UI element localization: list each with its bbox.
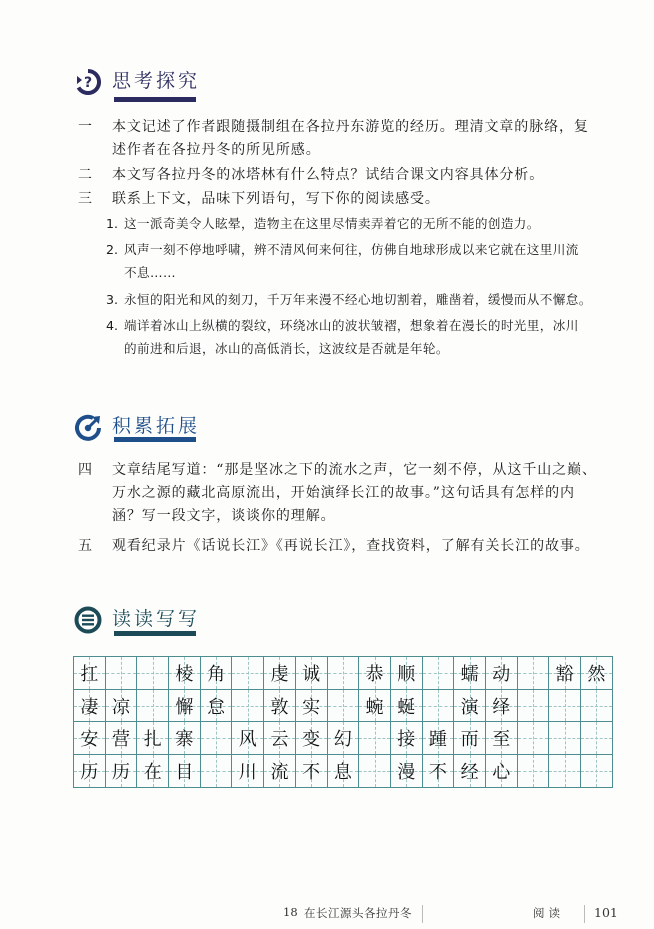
grid-cell bbox=[74, 690, 106, 723]
grid-character: 而 bbox=[460, 729, 479, 751]
grid-cell bbox=[391, 755, 423, 788]
sub-item-number: 2. bbox=[106, 242, 119, 257]
list-circle-icon bbox=[74, 606, 102, 634]
grid-character: 漫 bbox=[397, 761, 416, 783]
grid-character: 然 bbox=[587, 663, 606, 685]
section-underline bbox=[114, 437, 196, 442]
question-text: 本文写各拉丹冬的冰塔林有什么特点？试结合课文内容具体分析。 bbox=[112, 167, 545, 183]
grid-character: 目 bbox=[175, 761, 194, 783]
grid-character: 恭 bbox=[365, 663, 384, 685]
grid-character: 扎 bbox=[143, 729, 162, 751]
grid-cell bbox=[201, 722, 233, 755]
grid-character: 至 bbox=[492, 729, 511, 751]
question-number: 三 bbox=[78, 191, 92, 207]
grid-cell bbox=[296, 722, 328, 755]
arrow-circle-icon bbox=[74, 413, 102, 441]
grid-cell bbox=[137, 657, 169, 690]
grid-cell bbox=[201, 755, 233, 788]
grid-character: 风 bbox=[238, 729, 257, 751]
grid-character: 寨 bbox=[175, 729, 194, 751]
question-number: 一 bbox=[78, 119, 92, 135]
section-title: 思考探究 bbox=[112, 70, 201, 92]
question-1 bbox=[78, 116, 624, 162]
footer-divider bbox=[584, 905, 585, 923]
grid-character: 幻 bbox=[333, 729, 352, 751]
question-2 bbox=[78, 164, 624, 187]
grid-character: 流 bbox=[270, 761, 289, 783]
grid-character: 蜒 bbox=[397, 696, 416, 718]
question-3 bbox=[78, 188, 624, 211]
question-5 bbox=[78, 535, 624, 558]
sub-item-3 bbox=[106, 288, 624, 311]
lesson-number: 18 bbox=[283, 905, 298, 919]
question-number: 二 bbox=[78, 167, 92, 183]
grid-cell bbox=[264, 657, 296, 690]
section-title: 读读写写 bbox=[112, 608, 201, 630]
lesson-title: 在长江源头各拉丹冬 bbox=[304, 906, 412, 920]
grid-cell bbox=[169, 755, 201, 788]
grid-cell bbox=[106, 657, 138, 690]
grid-cell bbox=[359, 657, 391, 690]
grid-cell bbox=[106, 690, 138, 723]
grid-character: 凄 bbox=[80, 696, 99, 718]
grid-cell bbox=[391, 722, 423, 755]
sub-item-number: 1. bbox=[106, 216, 119, 231]
question-text: 观看纪录片《话说长江》《再说长江》，查找资料，了解有关长江的故事。 bbox=[112, 538, 590, 554]
sub-item-2 bbox=[106, 238, 624, 284]
sub-item-text: 这一派奇美令人眩晕，造物主在这里尽情卖弄着它的无所不能的创造力。 bbox=[124, 216, 540, 231]
grid-character: 虔 bbox=[270, 663, 289, 685]
question-number: 四 bbox=[78, 462, 92, 478]
sub-item-text: 端详着冰山上纵横的裂纹，环绕冰山的波状皱褶，想象着在漫长的时光里，冰川 bbox=[124, 318, 579, 333]
grid-cell bbox=[264, 755, 296, 788]
grid-cell bbox=[232, 722, 264, 755]
grid-character: 敦 bbox=[270, 696, 289, 718]
grid-cell bbox=[549, 690, 581, 723]
grid-character: 扛 bbox=[80, 663, 99, 685]
grid-cell bbox=[581, 657, 613, 690]
grid-cell bbox=[486, 690, 518, 723]
grid-character: 历 bbox=[80, 761, 99, 783]
grid-cell bbox=[454, 722, 486, 755]
question-text: 联系上下文，品味下列语句，写下你的阅读感受。 bbox=[112, 191, 440, 207]
grid-character: 顺 bbox=[397, 663, 416, 685]
grid-character: 角 bbox=[207, 663, 226, 685]
sub-item-text: 的前进和后退，冰山的高低消长，这波纹是否就是年轮。 bbox=[124, 341, 449, 356]
grid-cell bbox=[486, 722, 518, 755]
grid-cell bbox=[454, 690, 486, 723]
grid-cell bbox=[391, 690, 423, 723]
grid-character: 息 bbox=[333, 761, 352, 783]
sub-item-text: 风声一刻不停地呼啸，辨不清风何来何往，仿佛自地球形成以来它就在这里川流 bbox=[124, 242, 579, 257]
grid-character: 心 bbox=[492, 761, 511, 783]
grid-cell bbox=[518, 690, 550, 723]
section-underline bbox=[114, 631, 196, 636]
grid-cell bbox=[328, 755, 360, 788]
section-underline bbox=[114, 97, 196, 102]
page-number: 101 bbox=[594, 905, 618, 920]
question-4 bbox=[78, 459, 624, 528]
grid-cell bbox=[423, 657, 455, 690]
grid-character: 不 bbox=[428, 761, 447, 783]
grid-character: 懈 bbox=[175, 696, 194, 718]
question-text: 本文记述了作者跟随摄制组在各拉丹东游览的经历。理清文章的脉络，复 bbox=[112, 119, 589, 135]
grid-cell bbox=[232, 657, 264, 690]
page-footer bbox=[0, 905, 654, 925]
grid-character: 变 bbox=[302, 729, 321, 751]
grid-cell bbox=[549, 657, 581, 690]
grid-cell bbox=[201, 690, 233, 723]
grid-cell bbox=[423, 690, 455, 723]
grid-cell bbox=[137, 755, 169, 788]
grid-cell bbox=[264, 722, 296, 755]
grid-cell bbox=[296, 657, 328, 690]
grid-cell bbox=[391, 657, 423, 690]
sub-item-text: 永恒的阳光和风的刻刀，千万年来漫不经心地切割着，雕凿着，缓慢而从不懈怠。 bbox=[124, 292, 592, 307]
grid-character: 在 bbox=[143, 761, 162, 783]
grid-cell bbox=[169, 690, 201, 723]
grid-cell bbox=[106, 755, 138, 788]
sub-item-text: 不息…… bbox=[124, 265, 176, 280]
unit-label: 阅读 bbox=[533, 906, 564, 920]
grid-character: 蠕 bbox=[460, 663, 479, 685]
grid-cell bbox=[328, 722, 360, 755]
grid-character: 演 bbox=[460, 696, 479, 718]
question-text: 述作者在各拉丹冬的所见所感。 bbox=[112, 142, 321, 158]
sub-item-4 bbox=[106, 314, 624, 360]
grid-character: 蜿 bbox=[365, 696, 384, 718]
grid-cell bbox=[423, 722, 455, 755]
question-text: 万水之源的藏北高原流出，开始演绎长江的故事。”这句话具有怎样的内 bbox=[112, 485, 575, 501]
footer-divider bbox=[422, 905, 423, 923]
grid-cell bbox=[581, 722, 613, 755]
grid-character: 经 bbox=[460, 761, 479, 783]
grid-character: 云 bbox=[270, 729, 289, 751]
grid-cell bbox=[454, 755, 486, 788]
grid-cell bbox=[518, 657, 550, 690]
grid-character: 凉 bbox=[112, 696, 131, 718]
grid-cell bbox=[169, 722, 201, 755]
grid-cell bbox=[296, 755, 328, 788]
grid-cell bbox=[518, 755, 550, 788]
grid-cell bbox=[581, 690, 613, 723]
grid-character: 实 bbox=[302, 696, 321, 718]
grid-character: 豁 bbox=[555, 663, 574, 685]
grid-cell bbox=[359, 755, 391, 788]
grid-character: 动 bbox=[492, 663, 511, 685]
section-header-thinking bbox=[74, 66, 200, 97]
grid-cell bbox=[74, 755, 106, 788]
grid-cell bbox=[232, 755, 264, 788]
grid-cell bbox=[328, 657, 360, 690]
question-text: 涵？写一段文字，谈谈你的理解。 bbox=[112, 508, 336, 524]
grid-cell bbox=[454, 657, 486, 690]
grid-character: 绎 bbox=[492, 696, 511, 718]
grid-cell bbox=[328, 690, 360, 723]
grid-cell bbox=[423, 755, 455, 788]
grid-cell bbox=[201, 657, 233, 690]
svg-text:?: ? bbox=[83, 74, 93, 91]
grid-cell bbox=[169, 657, 201, 690]
grid-cell bbox=[74, 722, 106, 755]
grid-character: 接 bbox=[397, 729, 416, 751]
grid-character: 诚 bbox=[302, 663, 321, 685]
grid-cell bbox=[549, 755, 581, 788]
grid-cell bbox=[581, 755, 613, 788]
grid-cell bbox=[359, 722, 391, 755]
grid-cell bbox=[106, 722, 138, 755]
grid-cell bbox=[296, 690, 328, 723]
grid-cell bbox=[359, 690, 391, 723]
grid-character: 川 bbox=[238, 761, 257, 783]
sub-item-number: 3. bbox=[106, 292, 119, 307]
grid-cell bbox=[74, 657, 106, 690]
grid-cell bbox=[518, 722, 550, 755]
grid-character: 营 bbox=[112, 729, 131, 751]
grid-cell bbox=[486, 755, 518, 788]
grid-cell bbox=[549, 722, 581, 755]
grid-cell bbox=[137, 722, 169, 755]
grid-cell bbox=[264, 690, 296, 723]
sub-item-number: 4. bbox=[106, 318, 119, 333]
sub-item-1 bbox=[106, 212, 624, 235]
grid-character: 历 bbox=[112, 761, 131, 783]
grid-character: 踵 bbox=[428, 729, 447, 751]
vocabulary-grid bbox=[73, 656, 613, 788]
grid-character: 怠 bbox=[207, 696, 226, 718]
question-circle-icon bbox=[74, 68, 102, 96]
grid-cell bbox=[137, 690, 169, 723]
question-number: 五 bbox=[78, 538, 92, 554]
grid-character: 安 bbox=[80, 729, 99, 751]
section-title: 积累拓展 bbox=[112, 415, 201, 437]
grid-cell bbox=[232, 690, 264, 723]
grid-cell bbox=[486, 657, 518, 690]
grid-character: 不 bbox=[302, 761, 321, 783]
grid-character: 棱 bbox=[175, 663, 194, 685]
question-text: 文章结尾写道：“那是坚冰之下的流水之声，它一刻不停，从这千山之巅、 bbox=[112, 462, 597, 478]
